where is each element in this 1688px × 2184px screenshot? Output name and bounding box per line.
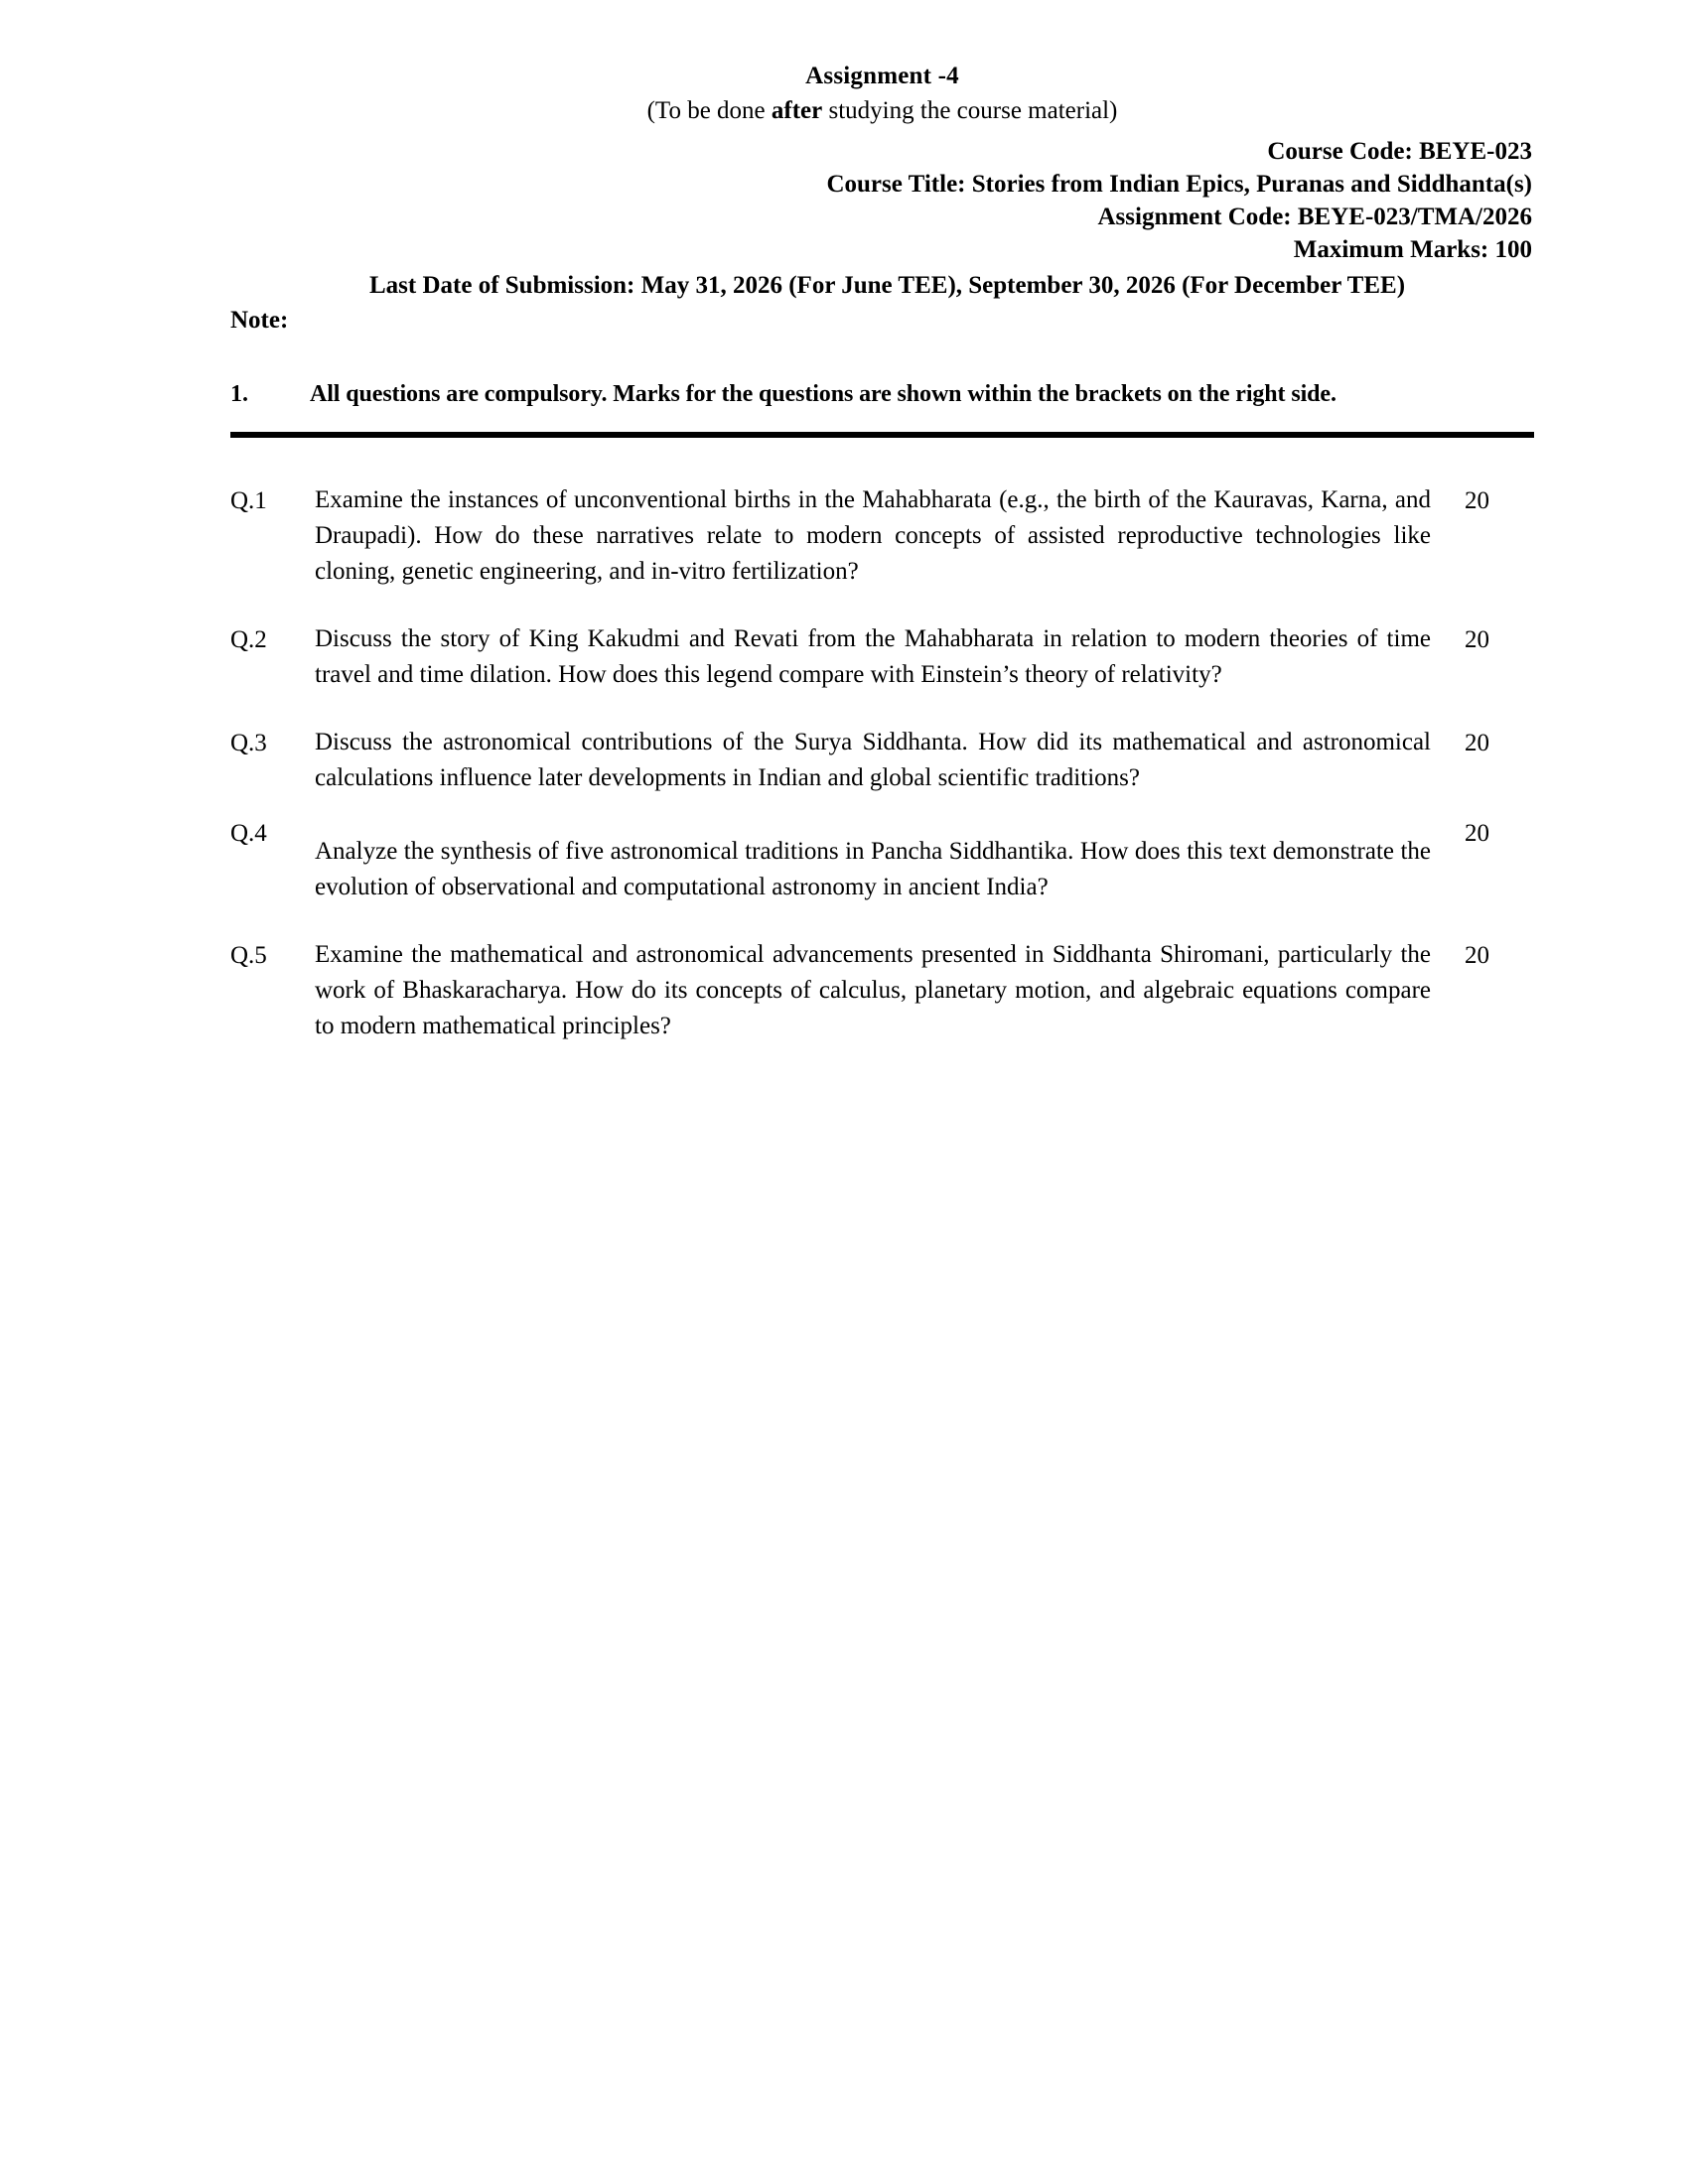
question-marks: 20 [1465, 626, 1489, 653]
subtitle-emphasis: after [771, 97, 823, 124]
question-text: Examine the mathematical and astronomical advancements presented in Siddhanta Shiromani, particularly the work of Bhaskaracharya. How do its concepts of calculus, planetary motion, and algebraic equations compare to modern mathematical principles? [315, 941, 1431, 1039]
question-text: Analyze the synthesis of five astronomical traditions in Pancha Siddhantika. How does this text demonstrate the evolution of observational and computational astronomy in ancient India? [315, 838, 1431, 900]
question-label: Q.2 [230, 626, 267, 653]
question-item [230, 482, 1534, 590]
maximum-marks: Maximum Marks: 100 [1293, 236, 1532, 263]
question-text: Examine the instances of unconventional births in the Mahabharata (e.g., the birth of the Kauravas, Karna, and Draupadi). How do these narratives relate to modern concepts of assisted reproductive technologies like cloning, genetic engineering, and in-vitro fertilization? [315, 486, 1431, 585]
instruction-text: All questions are compulsory. Marks for the questions are shown within the brackets on the right side. [310, 381, 1336, 407]
question-marks: 20 [1465, 730, 1489, 756]
instruction-item [230, 378, 1534, 410]
question-label: Q.3 [230, 730, 267, 756]
question-item [230, 621, 1534, 693]
course-code: Course Code: BEYE-023 [1267, 138, 1532, 165]
assignment-code: Assignment Code: BEYE-023/TMA/2026 [1097, 204, 1532, 230]
question-item [230, 820, 1534, 905]
question-label: Q.1 [230, 487, 267, 514]
course-title: Course Title: Stories from Indian Epics, Puranas and Siddhanta(s) [826, 171, 1532, 198]
question-marks: 20 [1465, 487, 1489, 514]
assignment-subtitle [230, 93, 1534, 129]
questions-list [230, 482, 1534, 1044]
horizontal-rule [230, 432, 1534, 438]
question-item [230, 725, 1534, 796]
question-marks: 20 [1465, 820, 1489, 847]
subtitle-suffix: studying the course material) [822, 97, 1118, 124]
instruction-number: 1. [230, 381, 248, 407]
note-label: Note: [230, 307, 289, 334]
question-text: Discuss the astronomical contributions of the Surya Siddhanta. How did its mathematical and astronomical calculations influence later developments in Indian and global scientific traditions? [315, 729, 1431, 791]
question-marks: 20 [1465, 942, 1489, 969]
subtitle-prefix: (To be done [646, 97, 772, 124]
question-label: Q.4 [230, 820, 267, 847]
last-date-of-submission: Last Date of Submission: May 31, 2026 (For June TEE), September 30, 2026 (For December TEE) [368, 272, 1406, 299]
question-label: Q.5 [230, 942, 267, 969]
question-text: Discuss the story of King Kakudmi and Revati from the Mahabharata in relation to modern theories of time travel and time dilation. How does this legend compare with Einstein’s theory of relativity? [315, 625, 1431, 688]
question-item [230, 937, 1534, 1044]
document-header [230, 60, 1534, 337]
assignment-title: Assignment -4 [805, 63, 959, 89]
instructions-list [230, 378, 1534, 410]
course-metadata [230, 135, 1534, 266]
